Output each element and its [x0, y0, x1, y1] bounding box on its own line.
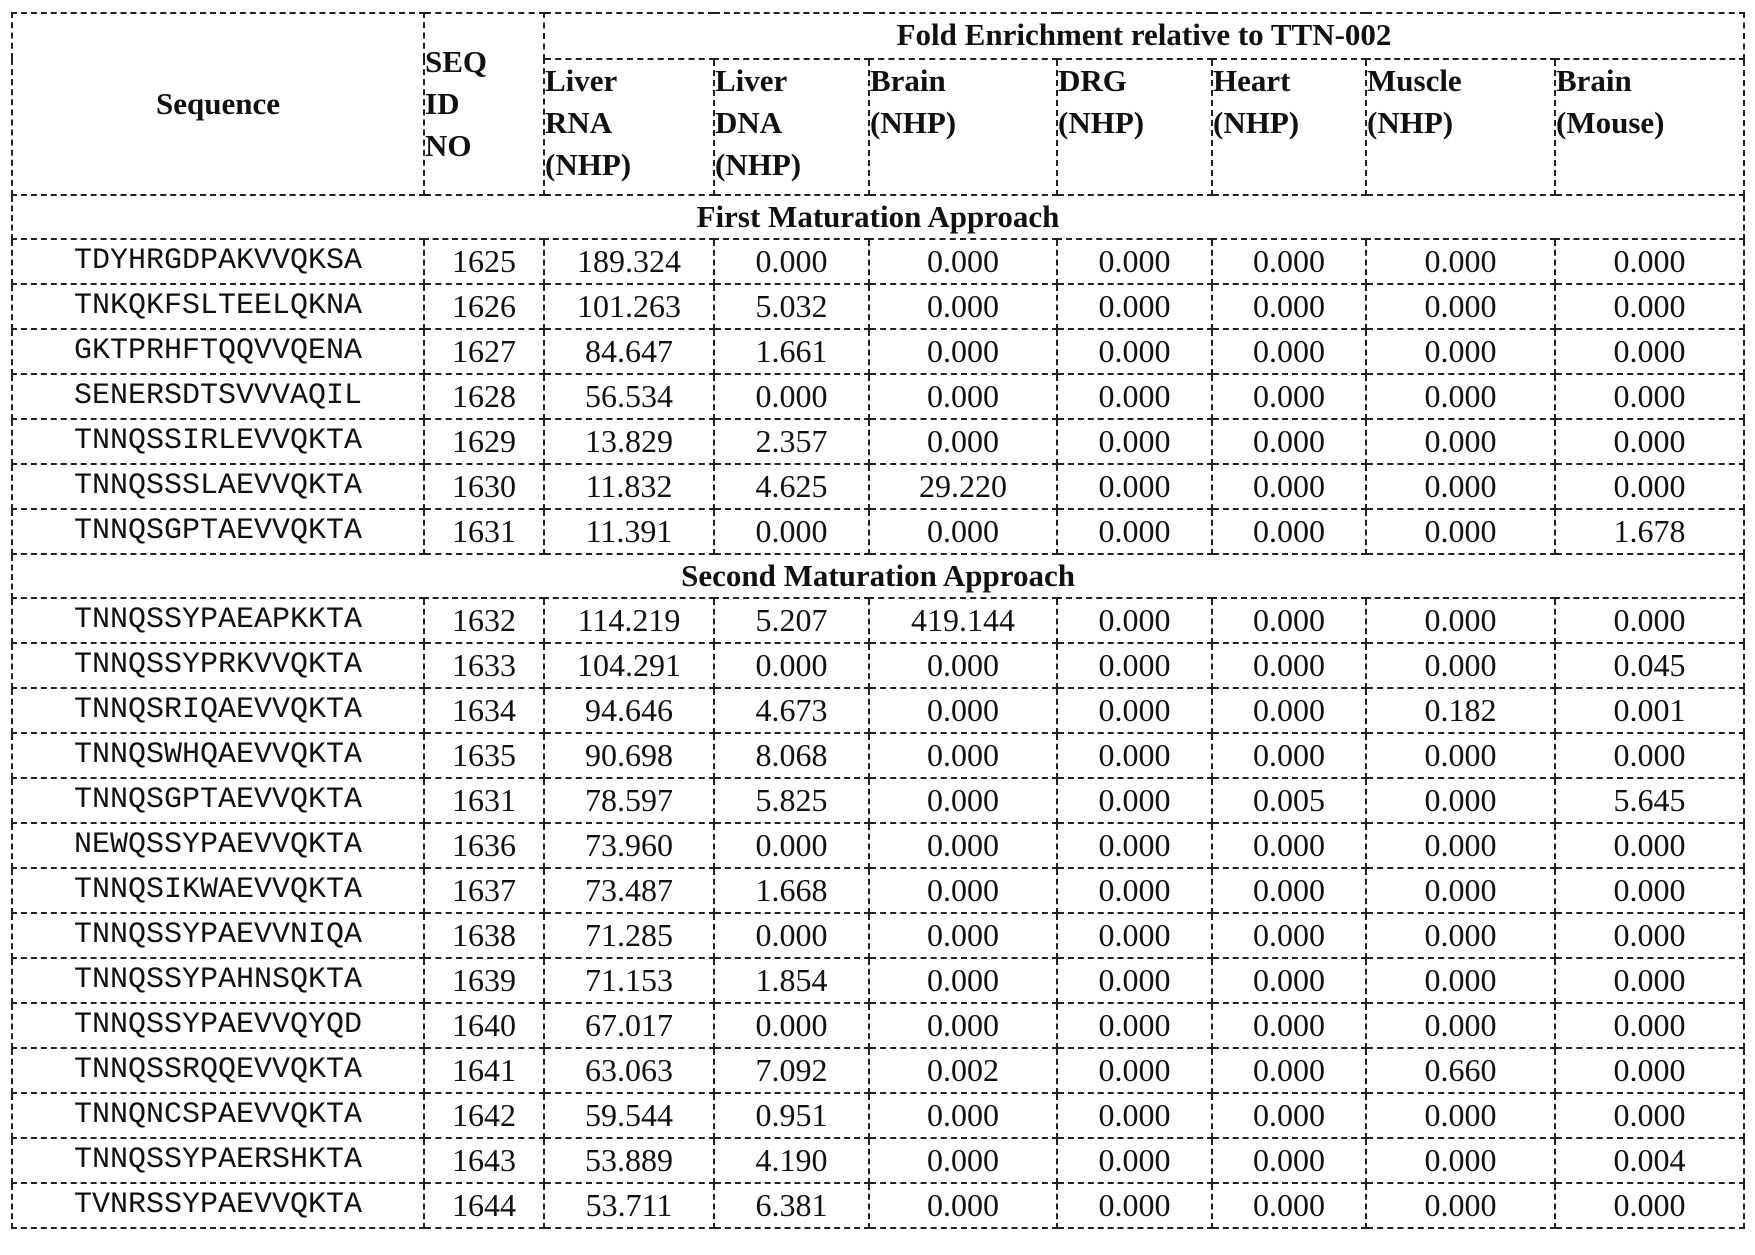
- seq-id-cell: 1634: [424, 688, 544, 733]
- value-cell: 0.000: [714, 1003, 869, 1048]
- value-cell: 0.000: [869, 509, 1057, 554]
- table-body: [12, 195, 1744, 1228]
- table-row: [12, 284, 1744, 329]
- value-cell: 0.005: [1212, 778, 1366, 823]
- value-cell: 0.000: [1057, 778, 1212, 823]
- seq-id-cell: 1635: [424, 733, 544, 778]
- value-cell: 0.000: [1212, 329, 1366, 374]
- value-cell: 0.000: [1212, 1183, 1366, 1228]
- header-seq-id-line: SEQ: [425, 44, 488, 79]
- value-cell: 0.000: [1057, 958, 1212, 1003]
- value-cell: 0.000: [1212, 1093, 1366, 1138]
- value-cell: 0.000: [1366, 733, 1555, 778]
- value-cell: 0.000: [1555, 598, 1744, 643]
- table-row: [12, 239, 1744, 284]
- value-cell: 0.000: [1212, 733, 1366, 778]
- sequence-cell: GKTPRHFTQQVVQENA: [12, 329, 424, 374]
- value-cell: 0.000: [869, 958, 1057, 1003]
- value-cell: 0.000: [1057, 688, 1212, 733]
- header-column-line: Heart: [1213, 63, 1291, 98]
- value-cell: 0.004: [1555, 1138, 1744, 1183]
- table-row: [12, 868, 1744, 913]
- value-cell: 71.285: [544, 913, 714, 958]
- value-cell: 0.000: [1555, 419, 1744, 464]
- value-cell: 0.000: [1057, 823, 1212, 868]
- section-title: Second Maturation Approach: [12, 554, 1744, 598]
- header-column-line: (NHP): [545, 147, 632, 182]
- value-cell: 94.646: [544, 688, 714, 733]
- table-row: [12, 509, 1744, 554]
- value-cell: 0.000: [869, 733, 1057, 778]
- sequence-cell: TNNQNCSPAEVVQKTA: [12, 1093, 424, 1138]
- value-cell: 6.381: [714, 1183, 869, 1228]
- header-column-line: RNA: [545, 105, 613, 140]
- value-cell: 0.000: [1212, 464, 1366, 509]
- value-cell: 0.000: [1212, 823, 1366, 868]
- sequence-cell: TNNQSSYPAEVVNIQA: [12, 913, 424, 958]
- value-cell: 0.000: [1057, 733, 1212, 778]
- value-cell: 71.153: [544, 958, 714, 1003]
- value-cell: 0.000: [1555, 1048, 1744, 1093]
- table-row: [12, 374, 1744, 419]
- value-cell: 0.000: [1057, 1003, 1212, 1048]
- value-cell: 0.000: [714, 509, 869, 554]
- value-cell: 0.000: [714, 643, 869, 688]
- value-cell: 0.000: [714, 823, 869, 868]
- sequence-cell: TVNRSSYPAEVVQKTA: [12, 1183, 424, 1228]
- seq-id-cell: 1643: [424, 1138, 544, 1183]
- value-cell: 53.889: [544, 1138, 714, 1183]
- sequence-cell: TNNQSGPTAEVVQKTA: [12, 509, 424, 554]
- value-cell: 5.825: [714, 778, 869, 823]
- value-cell: 0.000: [1057, 329, 1212, 374]
- table-row: [12, 733, 1744, 778]
- value-cell: 101.263: [544, 284, 714, 329]
- value-cell: 0.000: [1212, 643, 1366, 688]
- seq-id-cell: 1625: [424, 239, 544, 284]
- sequence-cell: TNNQSSYPAHNSQKTA: [12, 958, 424, 1003]
- header-seq-id-line: ID: [425, 86, 460, 121]
- value-cell: 56.534: [544, 374, 714, 419]
- value-cell: 73.960: [544, 823, 714, 868]
- seq-id-cell: 1632: [424, 598, 544, 643]
- value-cell: 0.000: [869, 1183, 1057, 1228]
- value-cell: 0.000: [1366, 643, 1555, 688]
- sequence-cell: TNNQSSYPAEAPKKTA: [12, 598, 424, 643]
- value-cell: 0.000: [1366, 419, 1555, 464]
- header-column-line: (NHP): [1367, 105, 1454, 140]
- header-column: [1366, 59, 1555, 195]
- seq-id-cell: 1629: [424, 419, 544, 464]
- sequence-cell: TNNQSIKWAEVVQKTA: [12, 868, 424, 913]
- value-cell: 4.190: [714, 1138, 869, 1183]
- value-cell: 0.000: [1555, 464, 1744, 509]
- value-cell: 0.002: [869, 1048, 1057, 1093]
- table-row: [12, 1003, 1744, 1048]
- value-cell: 67.017: [544, 1003, 714, 1048]
- value-cell: 0.000: [1555, 823, 1744, 868]
- table-row: [12, 643, 1744, 688]
- section-title: First Maturation Approach: [12, 195, 1744, 239]
- value-cell: 0.045: [1555, 643, 1744, 688]
- value-cell: 0.000: [1555, 374, 1744, 419]
- value-cell: 1.854: [714, 958, 869, 1003]
- table-header: [12, 13, 1744, 195]
- value-cell: 4.625: [714, 464, 869, 509]
- value-cell: 0.182: [1366, 688, 1555, 733]
- value-cell: 114.219: [544, 598, 714, 643]
- header-sequence: Sequence: [12, 13, 424, 195]
- table-row: [12, 778, 1744, 823]
- value-cell: 0.000: [1366, 509, 1555, 554]
- seq-id-cell: 1633: [424, 643, 544, 688]
- value-cell: 0.000: [1212, 419, 1366, 464]
- value-cell: 0.000: [1366, 778, 1555, 823]
- value-cell: 0.000: [869, 823, 1057, 868]
- fold-enrichment-table: [11, 12, 1745, 1229]
- value-cell: 0.000: [1366, 598, 1555, 643]
- seq-id-cell: 1642: [424, 1093, 544, 1138]
- value-cell: 104.291: [544, 643, 714, 688]
- value-cell: 0.000: [1555, 958, 1744, 1003]
- value-cell: 0.000: [1366, 1138, 1555, 1183]
- header-column-line: Muscle: [1367, 63, 1462, 98]
- value-cell: 0.000: [1555, 1003, 1744, 1048]
- value-cell: 419.144: [869, 598, 1057, 643]
- seq-id-cell: 1630: [424, 464, 544, 509]
- value-cell: 0.000: [1212, 1003, 1366, 1048]
- value-cell: 0.000: [1366, 868, 1555, 913]
- value-cell: 0.951: [714, 1093, 869, 1138]
- header-column-line: (NHP): [1058, 105, 1145, 140]
- sequence-cell: TNKQKFSLTEELQKNA: [12, 284, 424, 329]
- value-cell: 0.000: [869, 913, 1057, 958]
- value-cell: 0.000: [869, 374, 1057, 419]
- sequence-cell: TDYHRGDPAKVVQKSA: [12, 239, 424, 284]
- value-cell: 0.000: [869, 778, 1057, 823]
- value-cell: 0.000: [1212, 509, 1366, 554]
- value-cell: 0.000: [1366, 1183, 1555, 1228]
- value-cell: 0.000: [714, 913, 869, 958]
- value-cell: 0.000: [1555, 733, 1744, 778]
- value-cell: 0.000: [1555, 1093, 1744, 1138]
- header-column-line: DNA: [715, 105, 783, 140]
- sequence-cell: NEWQSSYPAEVVQKTA: [12, 823, 424, 868]
- value-cell: 0.000: [869, 239, 1057, 284]
- value-cell: 0.000: [1366, 1003, 1555, 1048]
- seq-id-cell: 1641: [424, 1048, 544, 1093]
- table-row: [12, 913, 1744, 958]
- value-cell: 0.000: [869, 868, 1057, 913]
- table-row: [12, 958, 1744, 1003]
- value-cell: 0.000: [1366, 329, 1555, 374]
- value-cell: 0.000: [1057, 284, 1212, 329]
- value-cell: 0.000: [1555, 284, 1744, 329]
- value-cell: 0.000: [1366, 1093, 1555, 1138]
- table-row: [12, 1093, 1744, 1138]
- value-cell: 11.832: [544, 464, 714, 509]
- value-cell: 0.000: [1057, 868, 1212, 913]
- value-cell: 0.000: [1057, 1048, 1212, 1093]
- value-cell: 0.000: [1366, 913, 1555, 958]
- value-cell: 0.000: [1057, 643, 1212, 688]
- value-cell: 13.829: [544, 419, 714, 464]
- value-cell: 0.000: [1212, 598, 1366, 643]
- value-cell: 0.000: [1212, 374, 1366, 419]
- value-cell: 0.000: [1057, 1183, 1212, 1228]
- header-fold-enrichment: Fold Enrichment relative to TTN-002: [544, 13, 1744, 59]
- value-cell: 0.000: [1057, 419, 1212, 464]
- header-column-line: DRG: [1058, 63, 1127, 98]
- table-row: [12, 1048, 1744, 1093]
- value-cell: 1.668: [714, 868, 869, 913]
- seq-id-cell: 1639: [424, 958, 544, 1003]
- sequence-cell: TNNQSSYPAERSHKTA: [12, 1138, 424, 1183]
- header-column: [544, 59, 714, 195]
- seq-id-cell: 1631: [424, 778, 544, 823]
- value-cell: 0.000: [1057, 598, 1212, 643]
- sequence-cell: TNNQSSRQQEVVQKTA: [12, 1048, 424, 1093]
- value-cell: 0.660: [1366, 1048, 1555, 1093]
- section-row: [12, 554, 1744, 598]
- value-cell: 0.000: [1057, 1138, 1212, 1183]
- value-cell: 0.000: [869, 1003, 1057, 1048]
- value-cell: 4.673: [714, 688, 869, 733]
- header-column: [1212, 59, 1366, 195]
- header-column-line: (Mouse): [1556, 105, 1665, 140]
- value-cell: 5.207: [714, 598, 869, 643]
- value-cell: 5.032: [714, 284, 869, 329]
- value-cell: 84.647: [544, 329, 714, 374]
- value-cell: 0.000: [1555, 239, 1744, 284]
- sequence-cell: SENERSDTSVVVAQIL: [12, 374, 424, 419]
- value-cell: 29.220: [869, 464, 1057, 509]
- value-cell: 0.000: [869, 1093, 1057, 1138]
- seq-id-cell: 1636: [424, 823, 544, 868]
- header-column-line: Liver: [545, 63, 618, 98]
- header-column-line: Brain: [870, 63, 946, 98]
- sequence-cell: TNNQSSIRLEVVQKTA: [12, 419, 424, 464]
- value-cell: 0.000: [1366, 823, 1555, 868]
- value-cell: 0.000: [1555, 868, 1744, 913]
- value-cell: 11.391: [544, 509, 714, 554]
- header-column-line: (NHP): [715, 147, 802, 182]
- sequence-cell: TNNQSSSLAEVVQKTA: [12, 464, 424, 509]
- sequence-cell: TNNQSGPTAEVVQKTA: [12, 778, 424, 823]
- value-cell: 1.661: [714, 329, 869, 374]
- value-cell: 0.000: [869, 284, 1057, 329]
- header-column: [714, 59, 869, 195]
- value-cell: 0.000: [1212, 958, 1366, 1003]
- value-cell: 0.000: [1212, 284, 1366, 329]
- value-cell: 0.000: [1212, 688, 1366, 733]
- table-row: [12, 464, 1744, 509]
- value-cell: 0.001: [1555, 688, 1744, 733]
- table-row: [12, 823, 1744, 868]
- value-cell: 5.645: [1555, 778, 1744, 823]
- value-cell: 0.000: [714, 239, 869, 284]
- table-row: [12, 329, 1744, 374]
- header-column-line: Brain: [1556, 63, 1632, 98]
- value-cell: 0.000: [1555, 1183, 1744, 1228]
- sequence-cell: TNNQSRIQAEVVQKTA: [12, 688, 424, 733]
- value-cell: 0.000: [1057, 374, 1212, 419]
- seq-id-cell: 1628: [424, 374, 544, 419]
- section-row: [12, 195, 1744, 239]
- header-column-line: (NHP): [870, 105, 957, 140]
- value-cell: 0.000: [1555, 329, 1744, 374]
- value-cell: 2.357: [714, 419, 869, 464]
- header-column-line: (NHP): [1213, 105, 1300, 140]
- value-cell: 0.000: [1057, 509, 1212, 554]
- table-row: [12, 1138, 1744, 1183]
- table-row: [12, 688, 1744, 733]
- value-cell: 0.000: [1212, 1048, 1366, 1093]
- header-column: [1555, 59, 1744, 195]
- value-cell: 0.000: [1212, 1138, 1366, 1183]
- table-row: [12, 598, 1744, 643]
- sequence-cell: TNNQSSYPRKVVQKTA: [12, 643, 424, 688]
- value-cell: 189.324: [544, 239, 714, 284]
- sequence-cell: TNNQSSYPAEVVQYQD: [12, 1003, 424, 1048]
- value-cell: 53.711: [544, 1183, 714, 1228]
- table-row: [12, 419, 1744, 464]
- value-cell: 0.000: [1555, 913, 1744, 958]
- header-column: [869, 59, 1057, 195]
- value-cell: 0.000: [714, 374, 869, 419]
- value-cell: 63.063: [544, 1048, 714, 1093]
- value-cell: 0.000: [1366, 374, 1555, 419]
- value-cell: 7.092: [714, 1048, 869, 1093]
- value-cell: 0.000: [1366, 239, 1555, 284]
- value-cell: 0.000: [869, 1138, 1057, 1183]
- value-cell: 0.000: [869, 329, 1057, 374]
- header-seq-id: [424, 13, 544, 195]
- value-cell: 0.000: [1212, 239, 1366, 284]
- value-cell: 0.000: [1366, 958, 1555, 1003]
- value-cell: 59.544: [544, 1093, 714, 1138]
- value-cell: 1.678: [1555, 509, 1744, 554]
- value-cell: 0.000: [1212, 913, 1366, 958]
- seq-id-cell: 1627: [424, 329, 544, 374]
- value-cell: 78.597: [544, 778, 714, 823]
- seq-id-cell: 1631: [424, 509, 544, 554]
- value-cell: 0.000: [1057, 1093, 1212, 1138]
- value-cell: 0.000: [1057, 464, 1212, 509]
- sequence-cell: TNNQSWHQAEVVQKTA: [12, 733, 424, 778]
- value-cell: 90.698: [544, 733, 714, 778]
- value-cell: 73.487: [544, 868, 714, 913]
- value-cell: 0.000: [1057, 913, 1212, 958]
- header-seq-id-line: NO: [425, 128, 472, 163]
- value-cell: 0.000: [1057, 239, 1212, 284]
- value-cell: 0.000: [869, 419, 1057, 464]
- value-cell: 0.000: [1212, 868, 1366, 913]
- header-column-line: Liver: [715, 63, 788, 98]
- value-cell: 0.000: [1366, 464, 1555, 509]
- value-cell: 0.000: [1366, 284, 1555, 329]
- value-cell: 0.000: [869, 643, 1057, 688]
- seq-id-cell: 1626: [424, 284, 544, 329]
- seq-id-cell: 1637: [424, 868, 544, 913]
- value-cell: 8.068: [714, 733, 869, 778]
- seq-id-cell: 1640: [424, 1003, 544, 1048]
- table-row: [12, 1183, 1744, 1228]
- seq-id-cell: 1638: [424, 913, 544, 958]
- header-column: [1057, 59, 1212, 195]
- value-cell: 0.000: [869, 688, 1057, 733]
- seq-id-cell: 1644: [424, 1183, 544, 1228]
